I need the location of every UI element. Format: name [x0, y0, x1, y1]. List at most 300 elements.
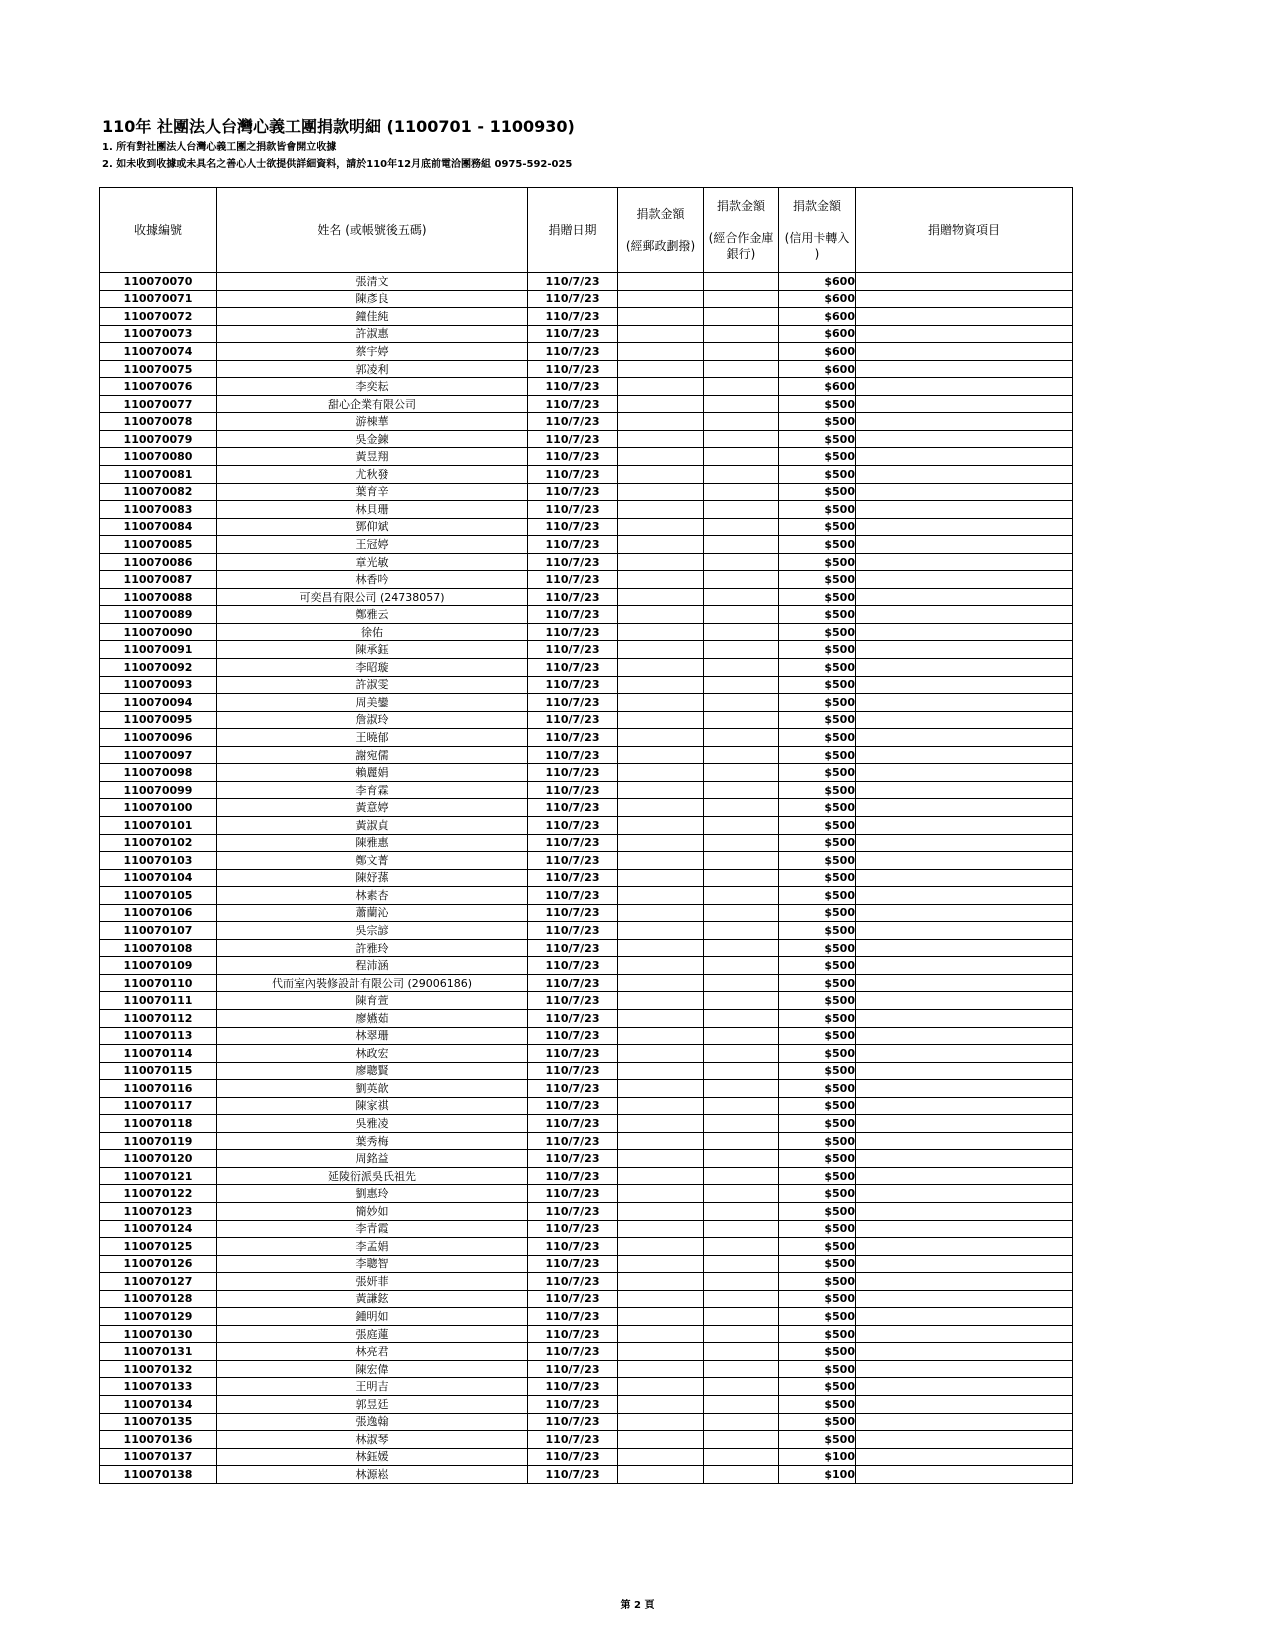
receipt-no-cell: 110070076: [100, 378, 217, 396]
postal-amount-cell: [618, 1097, 704, 1115]
table-row: [100, 308, 1073, 326]
donation-date-cell: 110/7/23: [528, 676, 618, 694]
table-row: [100, 1185, 1073, 1203]
goods-cell: [856, 729, 1073, 747]
donation-date-cell: 110/7/23: [528, 746, 618, 764]
donation-date-cell: 110/7/23: [528, 1220, 618, 1238]
receipt-no-cell: 110070130: [100, 1325, 217, 1343]
table-row: [100, 816, 1073, 834]
postal-amount-cell: [618, 623, 704, 641]
coop-bank-amount-cell: [704, 1202, 779, 1220]
donation-date-cell: 110/7/23: [528, 1132, 618, 1150]
donor-name-cell: 林鈺媛: [217, 1448, 528, 1466]
credit-card-amount-cell: $500: [779, 711, 856, 729]
goods-cell: [856, 553, 1073, 571]
credit-card-amount-cell: $500: [779, 1290, 856, 1308]
credit-card-amount-cell: $500: [779, 623, 856, 641]
goods-cell: [856, 1343, 1073, 1361]
coop-bank-amount-cell: [704, 378, 779, 396]
postal-amount-cell: [618, 816, 704, 834]
coop-bank-amount-cell: [704, 553, 779, 571]
table-row: [100, 501, 1073, 519]
donor-name-cell: 游棟華: [217, 413, 528, 431]
donor-name-cell: 許淑雯: [217, 676, 528, 694]
receipt-no-cell: 110070120: [100, 1150, 217, 1168]
table-row: [100, 922, 1073, 940]
credit-card-amount-cell: $100: [779, 1466, 856, 1484]
donor-name-cell: 黃謙鉉: [217, 1290, 528, 1308]
table-row: [100, 1325, 1073, 1343]
donation-date-cell: 110/7/23: [528, 1255, 618, 1273]
credit-card-amount-cell: $600: [779, 273, 856, 291]
table-row: [100, 448, 1073, 466]
receipt-no-cell: 110070134: [100, 1396, 217, 1414]
coop-bank-amount-cell: [704, 834, 779, 852]
donation-date-cell: 110/7/23: [528, 606, 618, 624]
donor-name-cell: 周美鑾: [217, 694, 528, 712]
postal-amount-cell: [618, 1255, 704, 1273]
goods-cell: [856, 1027, 1073, 1045]
credit-card-amount-cell: $500: [779, 659, 856, 677]
postal-amount-cell: [618, 1009, 704, 1027]
receipt-no-cell: 110070126: [100, 1255, 217, 1273]
donor-name-cell: 可奕昌有限公司 (24738057): [217, 588, 528, 606]
postal-amount-cell: [618, 290, 704, 308]
coop-bank-amount-cell: [704, 1062, 779, 1080]
coop-bank-amount-cell: [704, 1097, 779, 1115]
postal-amount-cell: [618, 1167, 704, 1185]
goods-cell: [856, 1360, 1073, 1378]
postal-amount-cell: [618, 1273, 704, 1291]
postal-amount-cell: [618, 939, 704, 957]
table-row: [100, 1466, 1073, 1484]
donor-name-cell: 林政宏: [217, 1045, 528, 1063]
table-row: [100, 1255, 1073, 1273]
coop-bank-amount-cell: [704, 1413, 779, 1431]
donation-date-cell: 110/7/23: [528, 1115, 618, 1133]
goods-cell: [856, 1466, 1073, 1484]
receipt-no-cell: 110070117: [100, 1097, 217, 1115]
goods-cell: [856, 1325, 1073, 1343]
donation-date-cell: 110/7/23: [528, 1185, 618, 1203]
goods-cell: [856, 1097, 1073, 1115]
credit-card-amount-cell: $500: [779, 887, 856, 905]
page-title: 110年 社團法人台灣心義工團捐款明細 (1100701 - 1100930): [102, 117, 575, 136]
goods-cell: [856, 799, 1073, 817]
goods-cell: [856, 606, 1073, 624]
coop-bank-amount-cell: [704, 571, 779, 589]
table-row: [100, 413, 1073, 431]
coop-bank-amount-cell: [704, 325, 779, 343]
donation-date-cell: 110/7/23: [528, 1045, 618, 1063]
coop-bank-amount-cell: [704, 1080, 779, 1098]
goods-cell: [856, 360, 1073, 378]
coop-bank-amount-cell: [704, 799, 779, 817]
receipt-no-cell: 110070086: [100, 553, 217, 571]
donor-name-cell: 林淑琴: [217, 1431, 528, 1449]
receipt-no-cell: 110070123: [100, 1202, 217, 1220]
credit-card-amount-cell: $500: [779, 834, 856, 852]
donation-date-cell: 110/7/23: [528, 483, 618, 501]
postal-amount-cell: [618, 1202, 704, 1220]
postal-amount-cell: [618, 922, 704, 940]
goods-cell: [856, 325, 1073, 343]
receipt-no-cell: 110070075: [100, 360, 217, 378]
coop-bank-amount-cell: [704, 343, 779, 361]
donor-name-cell: 鄭雅云: [217, 606, 528, 624]
header-goods: 捐贈物資項目: [856, 188, 1073, 273]
coop-bank-amount-cell: [704, 273, 779, 291]
coop-bank-amount-cell: [704, 1132, 779, 1150]
receipt-no-cell: 110070088: [100, 588, 217, 606]
receipt-no-cell: 110070110: [100, 974, 217, 992]
page-number: 第 2 頁: [620, 1600, 655, 1611]
goods-cell: [856, 816, 1073, 834]
donation-date-cell: 110/7/23: [528, 553, 618, 571]
goods-cell: [856, 694, 1073, 712]
donor-name-cell: 林源崧: [217, 1466, 528, 1484]
donor-name-cell: 黃昱翔: [217, 448, 528, 466]
credit-card-amount-cell: $500: [779, 1360, 856, 1378]
coop-bank-amount-cell: [704, 308, 779, 326]
donor-name-cell: 許雅玲: [217, 939, 528, 957]
table-row: [100, 1167, 1073, 1185]
postal-amount-cell: [618, 834, 704, 852]
credit-card-amount-cell: $500: [779, 1431, 856, 1449]
receipt-no-cell: 110070109: [100, 957, 217, 975]
goods-cell: [856, 1378, 1073, 1396]
donor-name-cell: 劉英歆: [217, 1080, 528, 1098]
credit-card-amount-cell: $500: [779, 430, 856, 448]
receipt-no-cell: 110070111: [100, 992, 217, 1010]
table-row: [100, 1080, 1073, 1098]
credit-card-amount-cell: $500: [779, 483, 856, 501]
donation-date-cell: 110/7/23: [528, 1080, 618, 1098]
goods-cell: [856, 466, 1073, 484]
coop-bank-amount-cell: [704, 606, 779, 624]
credit-card-amount-cell: $500: [779, 588, 856, 606]
credit-card-amount-cell: $500: [779, 852, 856, 870]
donor-name-cell: 鐘佳純: [217, 308, 528, 326]
credit-card-amount-cell: $600: [779, 290, 856, 308]
donation-date-cell: 110/7/23: [528, 1009, 618, 1027]
postal-amount-cell: [618, 711, 704, 729]
receipt-no-cell: 110070084: [100, 518, 217, 536]
receipt-no-cell: 110070090: [100, 623, 217, 641]
header-amount-postal: 捐款金額 (經郵政劃撥): [618, 188, 704, 273]
credit-card-amount-cell: $500: [779, 1378, 856, 1396]
donor-name-cell: 李青霞: [217, 1220, 528, 1238]
table-row: [100, 1027, 1073, 1045]
donor-name-cell: 黃意婷: [217, 799, 528, 817]
goods-cell: [856, 1308, 1073, 1326]
postal-amount-cell: [618, 1062, 704, 1080]
table-row: [100, 764, 1073, 782]
goods-cell: [856, 834, 1073, 852]
donation-date-cell: 110/7/23: [528, 781, 618, 799]
goods-cell: [856, 1115, 1073, 1133]
donation-date-cell: 110/7/23: [528, 887, 618, 905]
table-row: [100, 1378, 1073, 1396]
note-receipt: 1. 所有對社團法人台灣心義工團之捐款皆會開立收據: [102, 142, 337, 153]
donation-date-cell: 110/7/23: [528, 1325, 618, 1343]
receipt-no-cell: 110070128: [100, 1290, 217, 1308]
coop-bank-amount-cell: [704, 1325, 779, 1343]
postal-amount-cell: [618, 1220, 704, 1238]
coop-bank-amount-cell: [704, 1220, 779, 1238]
table-row: [100, 1220, 1073, 1238]
table-row: [100, 1343, 1073, 1361]
donation-date-cell: 110/7/23: [528, 1466, 618, 1484]
credit-card-amount-cell: $500: [779, 957, 856, 975]
postal-amount-cell: [618, 852, 704, 870]
coop-bank-amount-cell: [704, 1466, 779, 1484]
credit-card-amount-cell: $600: [779, 360, 856, 378]
goods-cell: [856, 1238, 1073, 1256]
coop-bank-amount-cell: [704, 1238, 779, 1256]
credit-card-amount-cell: $500: [779, 764, 856, 782]
credit-card-amount-cell: $600: [779, 308, 856, 326]
credit-card-amount-cell: $500: [779, 1150, 856, 1168]
table-row: [100, 711, 1073, 729]
donation-date-cell: 110/7/23: [528, 623, 618, 641]
goods-cell: [856, 939, 1073, 957]
donor-name-cell: 賴麗娟: [217, 764, 528, 782]
credit-card-amount-cell: $500: [779, 501, 856, 519]
postal-amount-cell: [618, 430, 704, 448]
coop-bank-amount-cell: [704, 676, 779, 694]
goods-cell: [856, 1448, 1073, 1466]
table-row: [100, 852, 1073, 870]
coop-bank-amount-cell: [704, 413, 779, 431]
postal-amount-cell: [618, 1080, 704, 1098]
donor-name-cell: 陳妤蓀: [217, 869, 528, 887]
donor-name-cell: 廖聰賢: [217, 1062, 528, 1080]
credit-card-amount-cell: $500: [779, 1325, 856, 1343]
donor-name-cell: 簡妙如: [217, 1202, 528, 1220]
donation-date-cell: 110/7/23: [528, 413, 618, 431]
coop-bank-amount-cell: [704, 448, 779, 466]
postal-amount-cell: [618, 606, 704, 624]
goods-cell: [856, 764, 1073, 782]
donor-name-cell: 蔡宇婷: [217, 343, 528, 361]
receipt-no-cell: 110070124: [100, 1220, 217, 1238]
donor-name-cell: 吳雅凌: [217, 1115, 528, 1133]
donation-date-cell: 110/7/23: [528, 466, 618, 484]
donor-name-cell: 蕭蘭沁: [217, 904, 528, 922]
donation-date-cell: 110/7/23: [528, 1097, 618, 1115]
table-row: [100, 1097, 1073, 1115]
donor-name-cell: 陳雅惠: [217, 834, 528, 852]
receipt-no-cell: 110070100: [100, 799, 217, 817]
coop-bank-amount-cell: [704, 1273, 779, 1291]
table-row: [100, 1238, 1073, 1256]
credit-card-amount-cell: $500: [779, 1097, 856, 1115]
postal-amount-cell: [618, 746, 704, 764]
receipt-no-cell: 110070119: [100, 1132, 217, 1150]
donor-name-cell: 李孟娟: [217, 1238, 528, 1256]
donation-date-cell: 110/7/23: [528, 325, 618, 343]
goods-cell: [856, 501, 1073, 519]
header-date: 捐贈日期: [528, 188, 618, 273]
credit-card-amount-cell: $500: [779, 413, 856, 431]
postal-amount-cell: [618, 904, 704, 922]
donor-name-cell: 李育霖: [217, 781, 528, 799]
table-row: [100, 1115, 1073, 1133]
receipt-no-cell: 110070078: [100, 413, 217, 431]
donor-name-cell: 周銘益: [217, 1150, 528, 1168]
table-row: [100, 1045, 1073, 1063]
table-row: [100, 676, 1073, 694]
goods-cell: [856, 904, 1073, 922]
credit-card-amount-cell: $500: [779, 904, 856, 922]
donation-date-cell: 110/7/23: [528, 1378, 618, 1396]
coop-bank-amount-cell: [704, 641, 779, 659]
donor-name-cell: 鄧仰斌: [217, 518, 528, 536]
postal-amount-cell: [618, 869, 704, 887]
credit-card-amount-cell: $500: [779, 1273, 856, 1291]
coop-bank-amount-cell: [704, 360, 779, 378]
goods-cell: [856, 641, 1073, 659]
receipt-no-cell: 110070085: [100, 536, 217, 554]
goods-cell: [856, 395, 1073, 413]
donor-name-cell: 黃淑貞: [217, 816, 528, 834]
coop-bank-amount-cell: [704, 764, 779, 782]
receipt-no-cell: 110070101: [100, 816, 217, 834]
goods-cell: [856, 1080, 1073, 1098]
table-row: [100, 887, 1073, 905]
table-row: [100, 1009, 1073, 1027]
postal-amount-cell: [618, 992, 704, 1010]
donor-name-cell: 吳宗諺: [217, 922, 528, 940]
credit-card-amount-cell: $500: [779, 1027, 856, 1045]
receipt-no-cell: 110070137: [100, 1448, 217, 1466]
coop-bank-amount-cell: [704, 746, 779, 764]
postal-amount-cell: [618, 536, 704, 554]
table-row: [100, 869, 1073, 887]
postal-amount-cell: [618, 325, 704, 343]
credit-card-amount-cell: $500: [779, 1009, 856, 1027]
coop-bank-amount-cell: [704, 623, 779, 641]
goods-cell: [856, 308, 1073, 326]
donor-name-cell: 王冠婷: [217, 536, 528, 554]
postal-amount-cell: [618, 308, 704, 326]
donation-date-cell: 110/7/23: [528, 1290, 618, 1308]
credit-card-amount-cell: $500: [779, 536, 856, 554]
donation-date-cell: 110/7/23: [528, 992, 618, 1010]
goods-cell: [856, 1167, 1073, 1185]
donor-name-cell: 詹淑玲: [217, 711, 528, 729]
postal-amount-cell: [618, 974, 704, 992]
table-row: [100, 799, 1073, 817]
table-row: [100, 588, 1073, 606]
receipt-no-cell: 110070096: [100, 729, 217, 747]
coop-bank-amount-cell: [704, 430, 779, 448]
credit-card-amount-cell: $500: [779, 746, 856, 764]
donor-name-cell: 程沛涵: [217, 957, 528, 975]
receipt-no-cell: 110070097: [100, 746, 217, 764]
goods-cell: [856, 343, 1073, 361]
postal-amount-cell: [618, 466, 704, 484]
receipt-no-cell: 110070092: [100, 659, 217, 677]
credit-card-amount-cell: $500: [779, 1080, 856, 1098]
receipt-no-cell: 110070079: [100, 430, 217, 448]
table-row: [100, 343, 1073, 361]
receipt-no-cell: 110070074: [100, 343, 217, 361]
goods-cell: [856, 448, 1073, 466]
receipt-no-cell: 110070080: [100, 448, 217, 466]
donor-name-cell: 甜心企業有限公司: [217, 395, 528, 413]
goods-cell: [856, 588, 1073, 606]
receipt-no-cell: 110070081: [100, 466, 217, 484]
postal-amount-cell: [618, 273, 704, 291]
donor-name-cell: 陳彥良: [217, 290, 528, 308]
goods-cell: [856, 659, 1073, 677]
donation-date-cell: 110/7/23: [528, 939, 618, 957]
donor-name-cell: 鄭文菁: [217, 852, 528, 870]
receipt-no-cell: 110070071: [100, 290, 217, 308]
coop-bank-amount-cell: [704, 694, 779, 712]
coop-bank-amount-cell: [704, 1396, 779, 1414]
postal-amount-cell: [618, 343, 704, 361]
receipt-no-cell: 110070132: [100, 1360, 217, 1378]
postal-amount-cell: [618, 641, 704, 659]
coop-bank-amount-cell: [704, 729, 779, 747]
goods-cell: [856, 518, 1073, 536]
credit-card-amount-cell: $500: [779, 395, 856, 413]
credit-card-amount-cell: $500: [779, 799, 856, 817]
receipt-no-cell: 110070095: [100, 711, 217, 729]
donor-name-cell: 郭昱廷: [217, 1396, 528, 1414]
receipt-no-cell: 110070082: [100, 483, 217, 501]
receipt-no-cell: 110070106: [100, 904, 217, 922]
receipt-no-cell: 110070129: [100, 1308, 217, 1326]
coop-bank-amount-cell: [704, 501, 779, 519]
donation-date-cell: 110/7/23: [528, 1396, 618, 1414]
donation-date-cell: 110/7/23: [528, 378, 618, 396]
donation-date-cell: 110/7/23: [528, 448, 618, 466]
goods-cell: [856, 413, 1073, 431]
donor-name-cell: 葉秀梅: [217, 1132, 528, 1150]
coop-bank-amount-cell: [704, 1045, 779, 1063]
table-row: [100, 623, 1073, 641]
donation-date-cell: 110/7/23: [528, 659, 618, 677]
goods-cell: [856, 852, 1073, 870]
credit-card-amount-cell: $500: [779, 466, 856, 484]
receipt-no-cell: 110070087: [100, 571, 217, 589]
postal-amount-cell: [618, 1027, 704, 1045]
coop-bank-amount-cell: [704, 974, 779, 992]
table-row: [100, 466, 1073, 484]
goods-cell: [856, 1290, 1073, 1308]
postal-amount-cell: [618, 1396, 704, 1414]
coop-bank-amount-cell: [704, 483, 779, 501]
postal-amount-cell: [618, 729, 704, 747]
donation-date-cell: 110/7/23: [528, 922, 618, 940]
postal-amount-cell: [618, 1448, 704, 1466]
donor-name-cell: 劉惠玲: [217, 1185, 528, 1203]
postal-amount-cell: [618, 781, 704, 799]
donor-name-cell: 葉育辛: [217, 483, 528, 501]
donation-date-cell: 110/7/23: [528, 1360, 618, 1378]
postal-amount-cell: [618, 378, 704, 396]
receipt-no-cell: 110070091: [100, 641, 217, 659]
coop-bank-amount-cell: [704, 659, 779, 677]
coop-bank-amount-cell: [704, 1150, 779, 1168]
credit-card-amount-cell: $500: [779, 1413, 856, 1431]
table-row: [100, 378, 1073, 396]
postal-amount-cell: [618, 1150, 704, 1168]
